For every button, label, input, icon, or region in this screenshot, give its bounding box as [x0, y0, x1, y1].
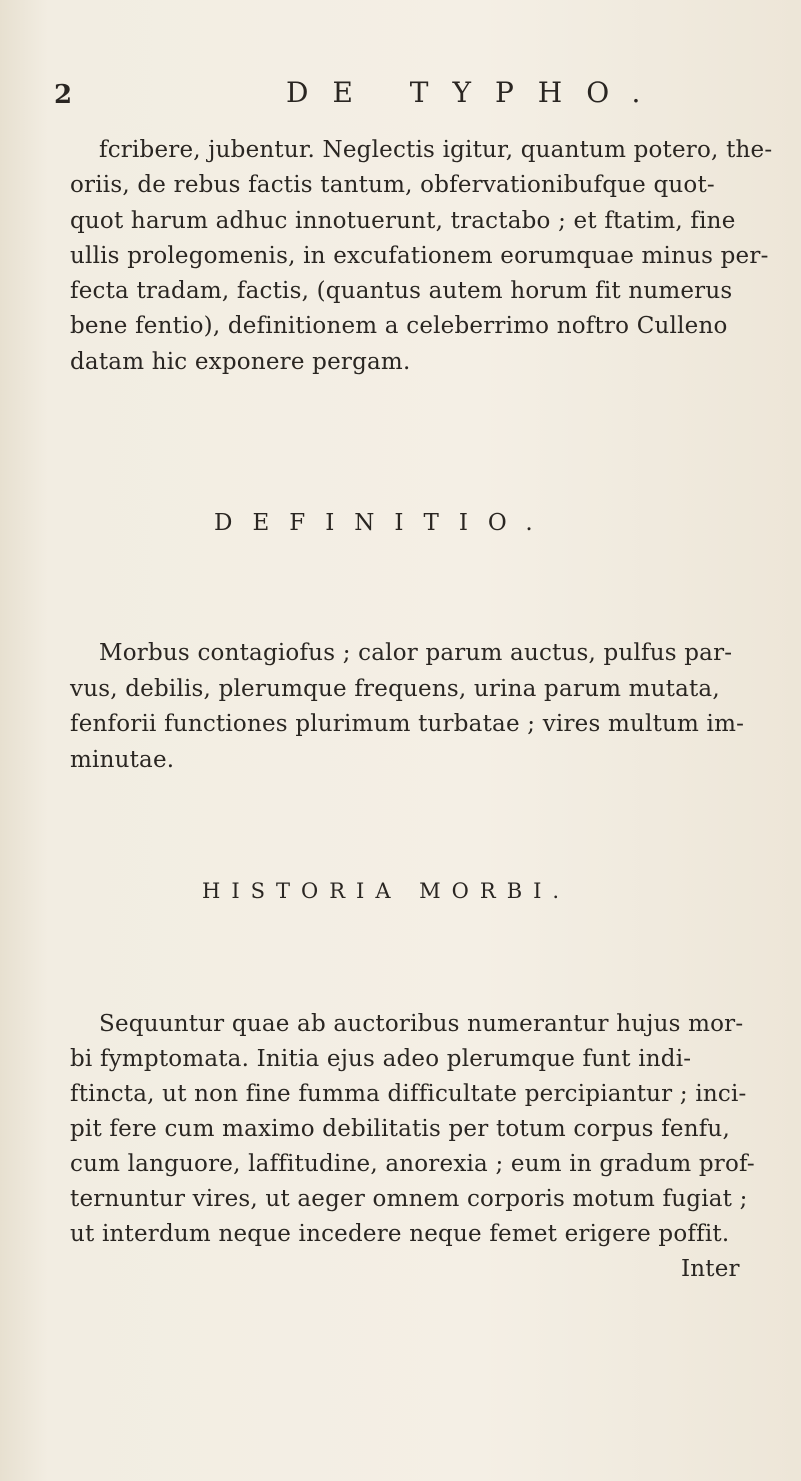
text-line: ullis prolegomenis, in excufationem eorumquae minus per- [70, 243, 769, 269]
text-line: cum languore, laffitudine, anorexia ; eum in gradum prof- [70, 1151, 755, 1177]
text-line: fcribere, jubentur. Neglectis igitur, quantum potero, the- [99, 137, 773, 163]
text-line: ternuntur vires, ut aeger omnem corporis motum fugiat ; [70, 1186, 748, 1212]
page-number: 2 [54, 80, 73, 110]
section-heading-definitio: DEFINITIO. [214, 510, 553, 536]
text-line: oriis, de rebus factis tantum, obfervationibufque quot- [70, 172, 715, 198]
text-line: fenforii functiones plurimum turbatae ; vires multum im- [70, 711, 745, 737]
text-line: Morbus contagiofus ; calor parum auctus, pulfus par- [99, 640, 733, 666]
text-line: datam hic exponere pergam. [70, 349, 411, 375]
catchword: Inter [681, 1256, 740, 1282]
text-line: bi fymptomata. Initia ejus adeo plerumque funt indi- [70, 1046, 692, 1072]
text-line: quot harum adhuc innotuerunt, tractabo ; et ftatim, fine [70, 208, 736, 234]
text-line: bene fentio), definitionem a celeberrimo noftro Culleno [70, 313, 728, 339]
running-title: DE TYPHO. [286, 76, 665, 109]
text-line: ftincta, ut non fine fumma difficultate percipiantur ; inci- [70, 1081, 747, 1107]
text-line: pit fere cum maximo debilitatis per totum corpus fenfu, [70, 1116, 730, 1142]
text-line: fecta tradam, factis, (quantus autem horum fit numerus [70, 278, 733, 304]
text-line: Sequuntur quae ab auctoribus numerantur hujus mor- [99, 1011, 744, 1037]
text-line: minutae. [70, 747, 175, 773]
running-head [0, 76, 801, 116]
section-heading-historia: HISTORIA MORBI. [202, 879, 571, 903]
text-line: vus, debilis, plerumque frequens, urina parum mutata, [70, 676, 720, 702]
text-line: ut interdum neque incedere neque femet erigere poffit. [70, 1221, 730, 1247]
